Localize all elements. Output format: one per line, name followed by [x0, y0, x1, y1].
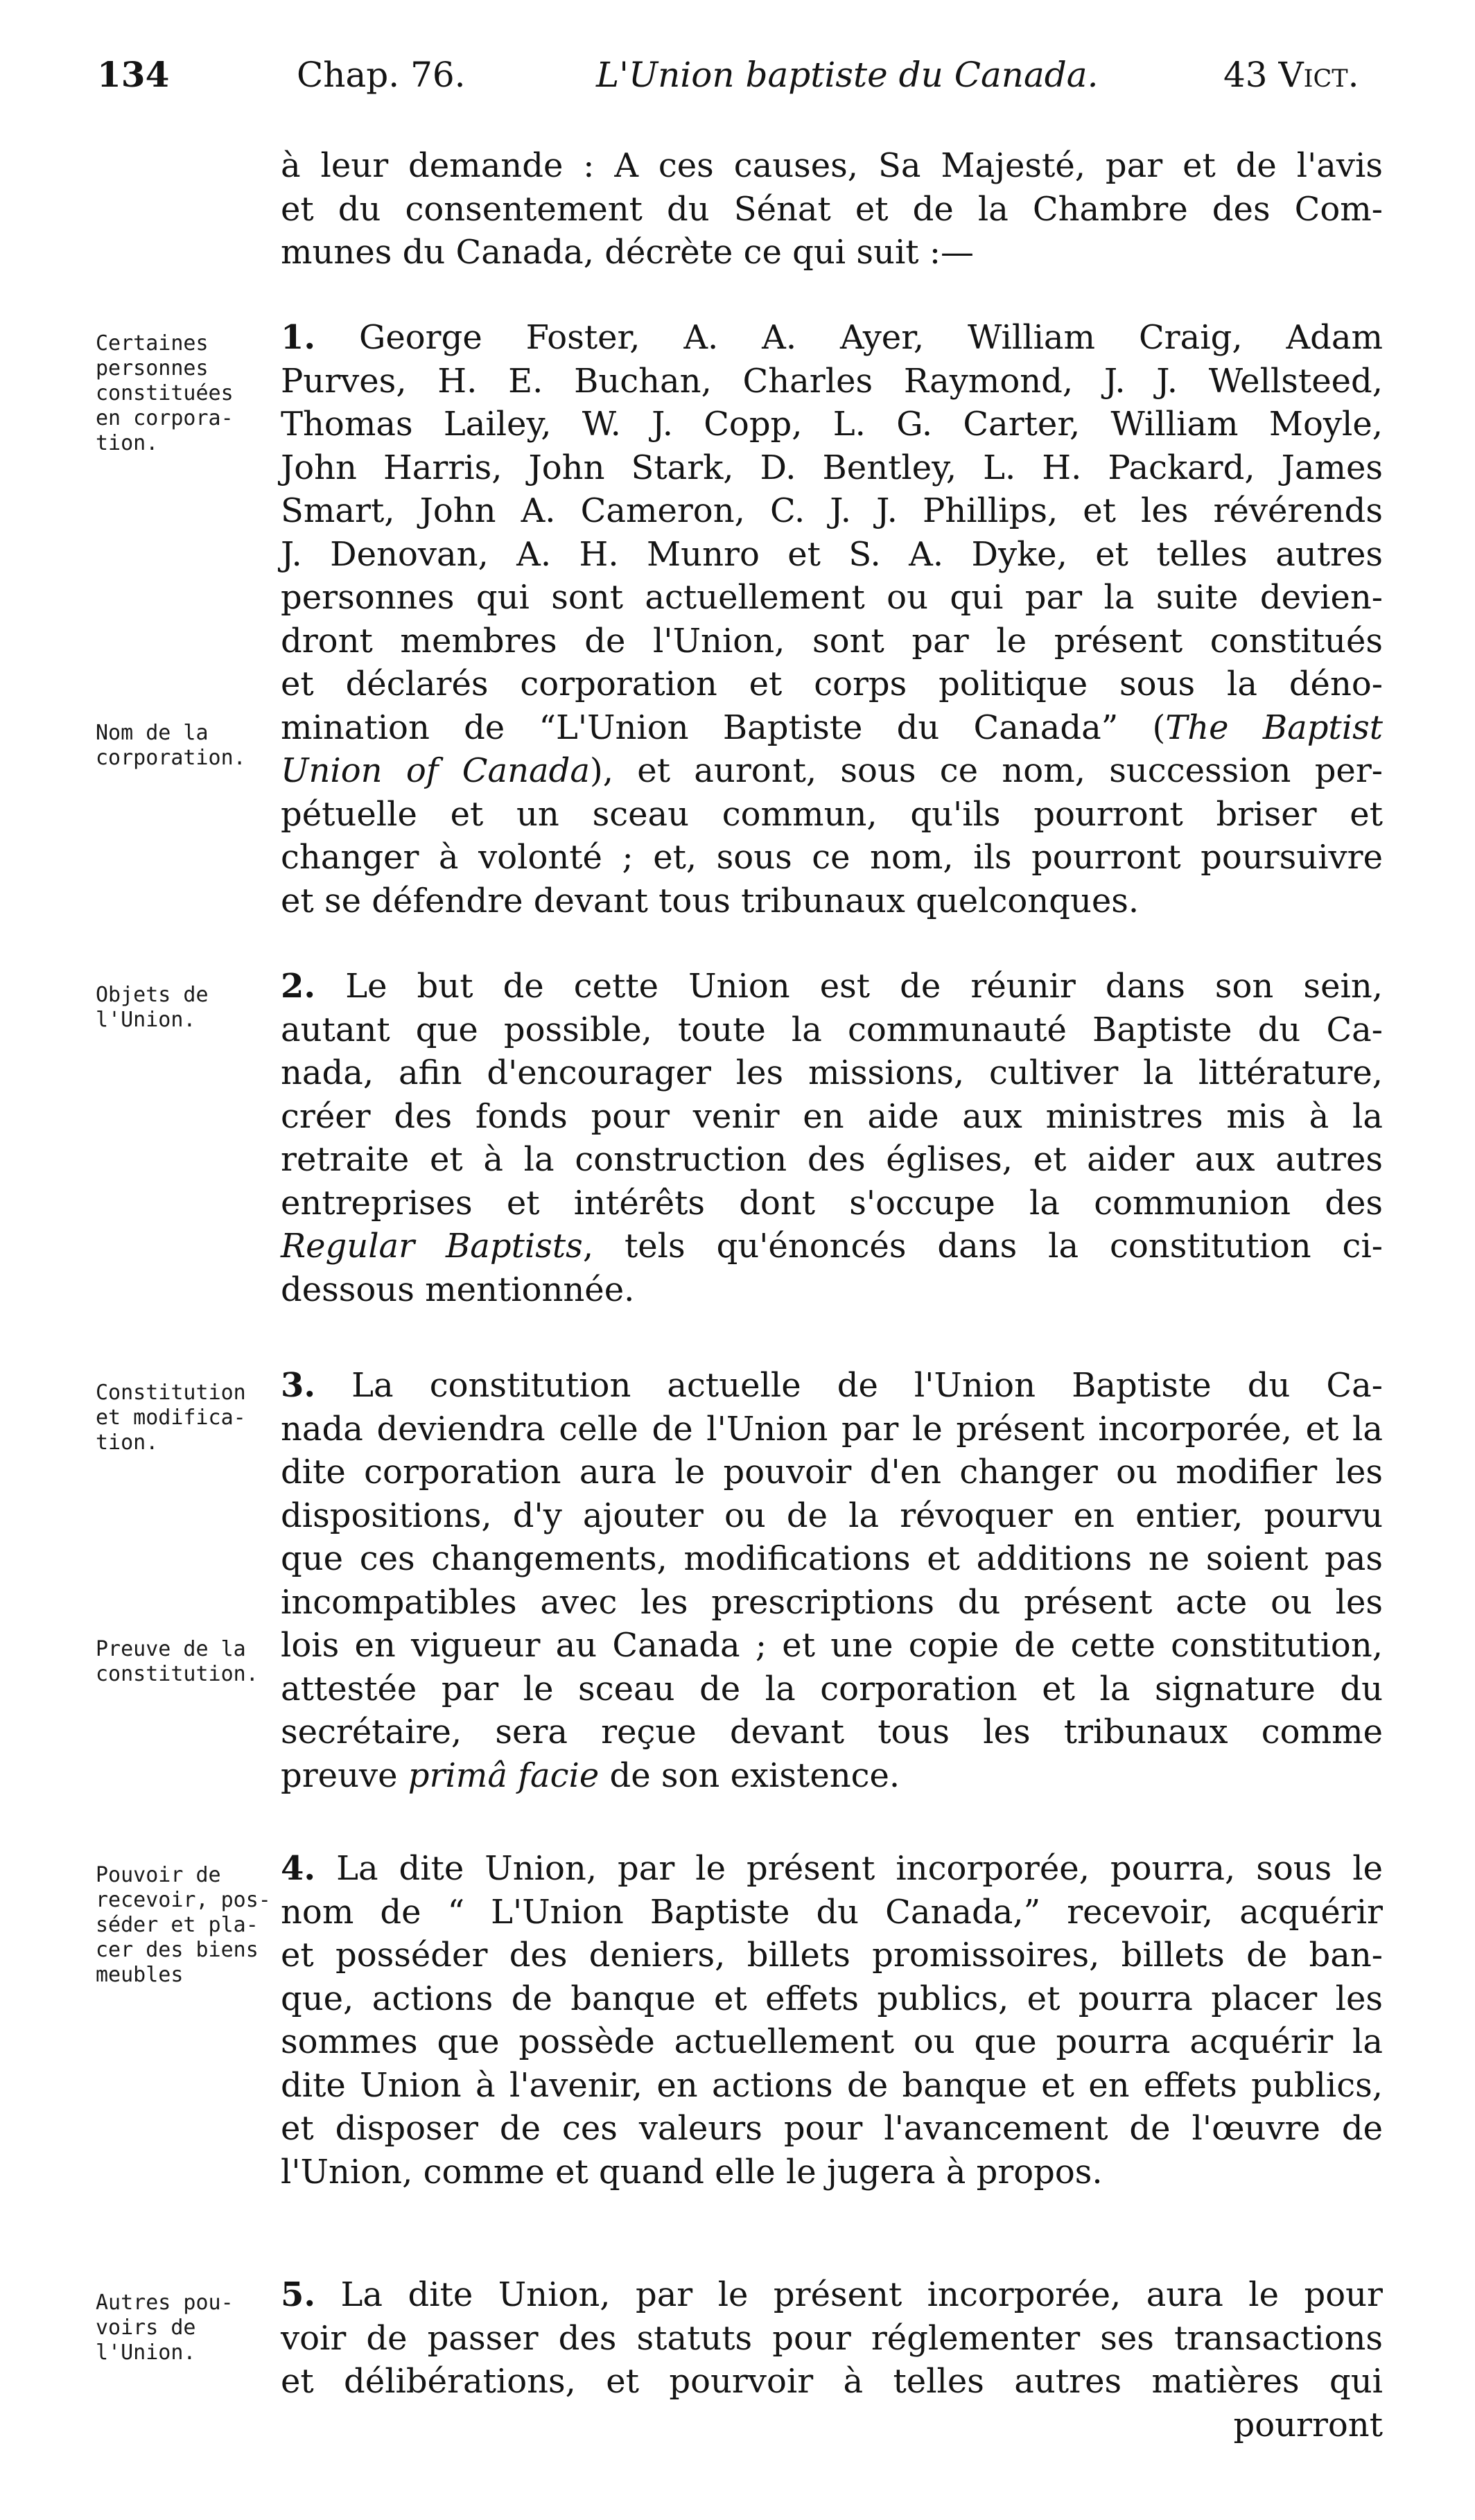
regular-baptists: Regular Baptists	[281, 1227, 583, 1266]
text-line: nom de “ L'Union Baptiste du Canada,” recevoir, acquérir	[281, 1892, 1383, 1932]
margin-note-line: meubles	[96, 1963, 184, 1987]
text-line: que, actions de banque et effets publics, et pourra placer les	[281, 1979, 1383, 2018]
margin-note-line: Nom de la	[96, 721, 209, 745]
running-title: L'Union baptiste du Canada.	[596, 55, 1099, 95]
text-line: autant que possible, toute la communauté Baptiste du Ca-	[281, 1010, 1383, 1049]
text-line: Purves, H. E. Buchan, Charles Raymond, J. J. Wellsteed,	[281, 361, 1383, 401]
english-name: The Baptist	[1165, 708, 1383, 747]
section-4	[281, 1847, 1383, 2194]
text-line: Regular Baptists, tels qu'énoncés dans la constitution ci-	[281, 1227, 1384, 1266]
margin-note-line: l'Union.	[96, 2340, 196, 2365]
margin-note-line: l'Union.	[96, 1008, 196, 1032]
section-number: 3.	[281, 1366, 316, 1405]
text-line: dessous mentionnée.	[281, 1270, 635, 1309]
margin-note-line: Constitution	[96, 1381, 246, 1405]
margin-note-constitution	[96, 1381, 262, 1455]
margin-note-line: corporation.	[96, 746, 246, 770]
text-line: 4. La dite Union, par le présent incorporée, pourra, sous le	[281, 1849, 1383, 1888]
text-line: changer à volonté ; et, sous ce nom, ils pourront poursuivre	[281, 838, 1383, 877]
text-line: J. Denovan, A. H. Munro et S. A. Dyke, et telles autres	[281, 534, 1383, 574]
section-number: 2.	[281, 967, 316, 1006]
text-line: 5. La dite Union, par le présent incorporée, aura le pour	[281, 2275, 1383, 2314]
text-line: et déclarés corporation et corps politique sous la déno-	[281, 665, 1383, 703]
text-line: que ces changements, modifications et additions ne soient pas	[281, 1539, 1383, 1578]
section-5	[281, 2273, 1383, 2447]
page-number: 134	[97, 54, 170, 95]
text-line: Union of Canada), et auront, sous ce nom, succession per-	[281, 751, 1383, 790]
prima-facie: primâ facie	[408, 1756, 600, 1795]
text-line: et du consentement du Sénat et de la Chambre des Com-	[281, 189, 1383, 229]
margin-note-property	[96, 1863, 271, 1988]
text-line: créer des fonds pour venir en aide aux ministres mis à la	[281, 1096, 1383, 1136]
preamble-paragraph	[281, 144, 1383, 274]
english-name: Union of Canada	[281, 751, 591, 790]
section-number: 5.	[281, 2275, 316, 2314]
catchword: pourront	[1233, 2405, 1383, 2444]
text-line: nada, afin d'encourager les missions, cultiver la littérature,	[281, 1053, 1383, 1092]
margin-note-line: constitution.	[96, 1662, 259, 1686]
text-line: munes du Canada, décrète ce qui suit :—	[281, 233, 975, 272]
section-3	[281, 1364, 1383, 1797]
text-line: sommes que possède actuellement ou que pourra acquérir la	[281, 2022, 1383, 2061]
text-line: et disposer de ces valeurs pour l'avancement de l'œuvre de	[281, 2109, 1383, 2148]
text-line: personnes qui sont actuellement ou qui par la suite devien-	[281, 578, 1383, 617]
text-line: retraite et à la construction des églises, et aider aux autres	[281, 1140, 1383, 1179]
text-line: 3. La constitution actuelle de l'Union Baptiste du Ca-	[281, 1366, 1383, 1405]
margin-note-line: recevoir, pos-	[96, 1888, 271, 1912]
text-line: attestée par le sceau de la corporation et la signature du	[281, 1669, 1383, 1708]
text-line: dite corporation aura le pouvoir d'en changer ou modifier les	[281, 1453, 1383, 1491]
text-line: John Harris, John Stark, D. Bentley, L. H. Packard, James	[281, 448, 1383, 487]
text-line: dite Union à l'avenir, en actions de banque et en effets publics,	[281, 2065, 1383, 2105]
margin-note-line: Certaines	[96, 331, 209, 356]
text-line: 1. George Foster, A. A. Ayer, William Craig, Adam	[281, 318, 1383, 357]
text-line: Thomas Lailey, W. J. Copp, L. G. Carter, William Moyle,	[281, 405, 1383, 444]
section-number: 4.	[281, 1849, 316, 1888]
text-line: dront membres de l'Union, sont par le présent constitués	[281, 621, 1383, 660]
margin-note-other-powers	[96, 2291, 262, 2365]
text-line: nada deviendra celle de l'Union par le présent incorporée, et la	[281, 1409, 1383, 1449]
margin-note-objects	[96, 983, 262, 1033]
text-line: preuve primâ facie de son existence.	[281, 1756, 900, 1795]
margin-note-name	[96, 721, 262, 771]
text-line: et posséder des deniers, billets promissoires, billets de ban-	[281, 1936, 1383, 1975]
margin-note-line: cer des biens	[96, 1938, 259, 1962]
text-line: entreprises et intérêts dont s'occupe la communion des	[281, 1183, 1383, 1223]
text-line: incompatibles avec les prescriptions du présent acte ou les	[281, 1582, 1383, 1622]
margin-note-line: constituées	[96, 381, 234, 405]
section-number: 1.	[281, 318, 316, 357]
text-line: et se défendre devant tous tribunaux quelconques.	[281, 881, 1140, 920]
text-line: Smart, John A. Cameron, C. J. J. Phillips, et les révérends	[281, 491, 1383, 530]
margin-note-line: Preuve de la	[96, 1637, 246, 1661]
text-line: à leur demande : A ces causes, Sa Majesté, par et de l'avis	[281, 146, 1383, 185]
margin-note-line: Objets de	[96, 983, 209, 1007]
text-line: et délibérations, et pourvoir à telles autres matières qui	[281, 2362, 1383, 2401]
margin-note-line: tion.	[96, 1430, 159, 1455]
margin-note-line: personnes	[96, 356, 209, 380]
chapter-label: Chap. 76.	[297, 55, 466, 95]
regnal-year: 43 Vict.	[1223, 55, 1359, 95]
section-2	[281, 965, 1383, 1311]
text-line: lois en vigueur au Canada ; et une copie de cette constitution,	[281, 1626, 1383, 1665]
margin-note-line: en corpora-	[96, 406, 234, 430]
text-line: dispositions, d'y ajouter ou de la révoquer en entier, pourvu	[281, 1496, 1383, 1535]
running-header	[0, 0, 1475, 132]
text-line: voir de passer des statuts pour réglementer ses transactions	[281, 2318, 1383, 2358]
margin-note-line: voirs de	[96, 2316, 196, 2340]
margin-note-line: tion.	[96, 431, 159, 455]
text-line: pétuelle et un sceau commun, qu'ils pourront briser et	[281, 794, 1383, 834]
section-1	[281, 316, 1383, 922]
margin-note-line: Autres pou-	[96, 2291, 234, 2315]
text-line: l'Union, comme et quand elle le jugera à propos.	[281, 2152, 1103, 2191]
text-line: 2. Le but de cette Union est de réunir dans son sein,	[281, 967, 1383, 1006]
margin-note-line: séder et pla-	[96, 1913, 259, 1937]
margin-note-incorporation	[96, 331, 262, 456]
text-line: mination de “L'Union Baptiste du Canada” (The Baptist	[281, 708, 1383, 747]
margin-note-proof	[96, 1637, 262, 1687]
margin-note-line: et modifica-	[96, 1406, 246, 1430]
text-line: secrétaire, sera reçue devant tous les tribunaux comme	[281, 1713, 1383, 1751]
margin-note-line: Pouvoir de	[96, 1863, 221, 1887]
